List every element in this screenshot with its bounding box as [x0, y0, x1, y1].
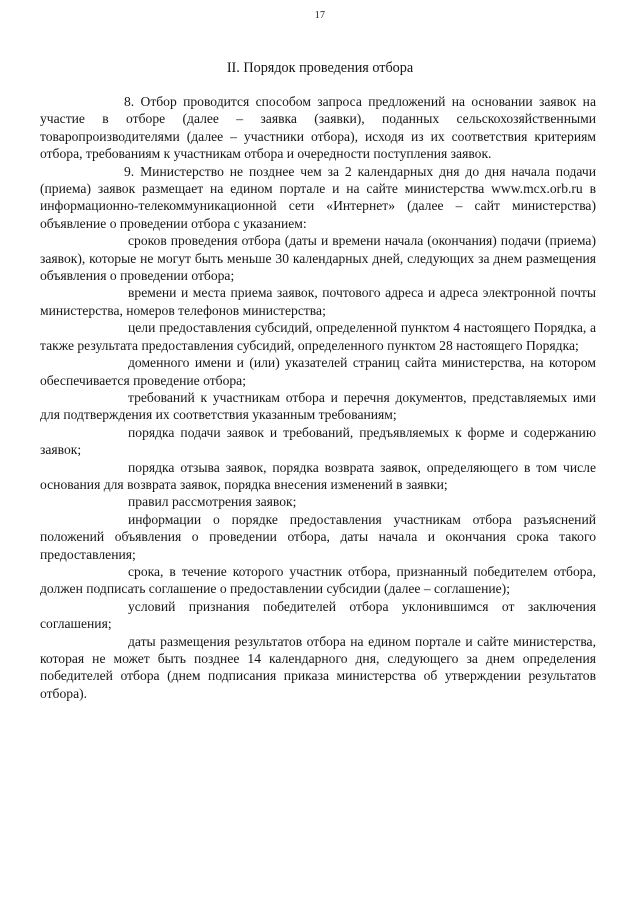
paragraph-place-time: времени и места приема заявок, почтового адреса и адреса электронной почты министерства, номеров телефонов министерства; [40, 285, 596, 318]
paragraph-agreement-term: срока, в течение которого участник отбора, признанный победителем отбора, должен подписать соглашение о предоставлении субсидии (далее – соглашение); [40, 563, 596, 597]
paragraph-review-rules: правил рассмотрения заявок; [128, 494, 297, 510]
paragraph-requirements: требований к участникам отбора и перечня документов, представляемых ими для подтверждения их соответствия указанным требованиям; [40, 389, 596, 423]
paragraph-domain: доменного имени и (или) указателей страниц сайта министерства, на котором обеспечивается проведение отбора; [40, 355, 596, 388]
page-number: 17 [314, 10, 326, 21]
paragraph-clarifications: информации о порядке предоставления участникам отбора разъяснений положений объявления о проведении отбора, даты начала и окончания срока такого предоставления; [40, 511, 596, 562]
paragraph-item-8: 8. Отбор проводится способом запроса предложений на основании заявок на участие в отборе (далее – заявка (заявки), поданных сельскохозяйственными товаропроизводителями (далее – участники отбора), исходя из их соответствия критериям отбора, требованиям к участникам отбора и очередности поступления заявок. [40, 94, 596, 162]
body-text [40, 93, 596, 702]
paragraph-withdrawal: порядка отзыва заявок, порядка возврата заявок, определяющего в том числе основания для возврата заявок, порядка внесения изменений в заявки; [40, 459, 596, 492]
paragraph-deadlines: сроков проведения отбора (даты и времени начала (окончания) подачи (приема) заявок), которые не могут быть меньше 30 календарных дней, следующих за днем размещения объявления о проведении отбора; [40, 233, 596, 284]
paragraph-evasion: условий признания победителей отбора уклонившимся от заключения соглашения; [40, 598, 596, 632]
paragraph-item-9: 9. Министерство не позднее чем за 2 календарных дня до дня начала подачи (приема) заявок размещает на едином портале и на сайте министерства www.mcx.orb.ru в информационно-телекоммуникационной сети «Интернет» (далее – сайт министерства) объявление о проведении отбора с указанием: [40, 163, 596, 231]
section-title: II. Порядок проведения отбора [226, 60, 414, 76]
paragraph-results-date: даты размещения результатов отбора на едином портале и сайте министерства, которая не может быть позднее 14 календарного дня, следующего за днем определения победителей отбора (днем подписания приказа министерства об утверждении результатов отбора). [40, 633, 596, 701]
paragraph-goals: цели предоставления субсидий, определенной пунктом 4 настоящего Порядка, а также результата предоставления субсидий, определенного пунктом 28 настоящего Порядка; [40, 320, 596, 353]
paragraph-submission: порядка подачи заявок и требований, предъявляемых к форме и содержанию заявок; [40, 424, 596, 458]
